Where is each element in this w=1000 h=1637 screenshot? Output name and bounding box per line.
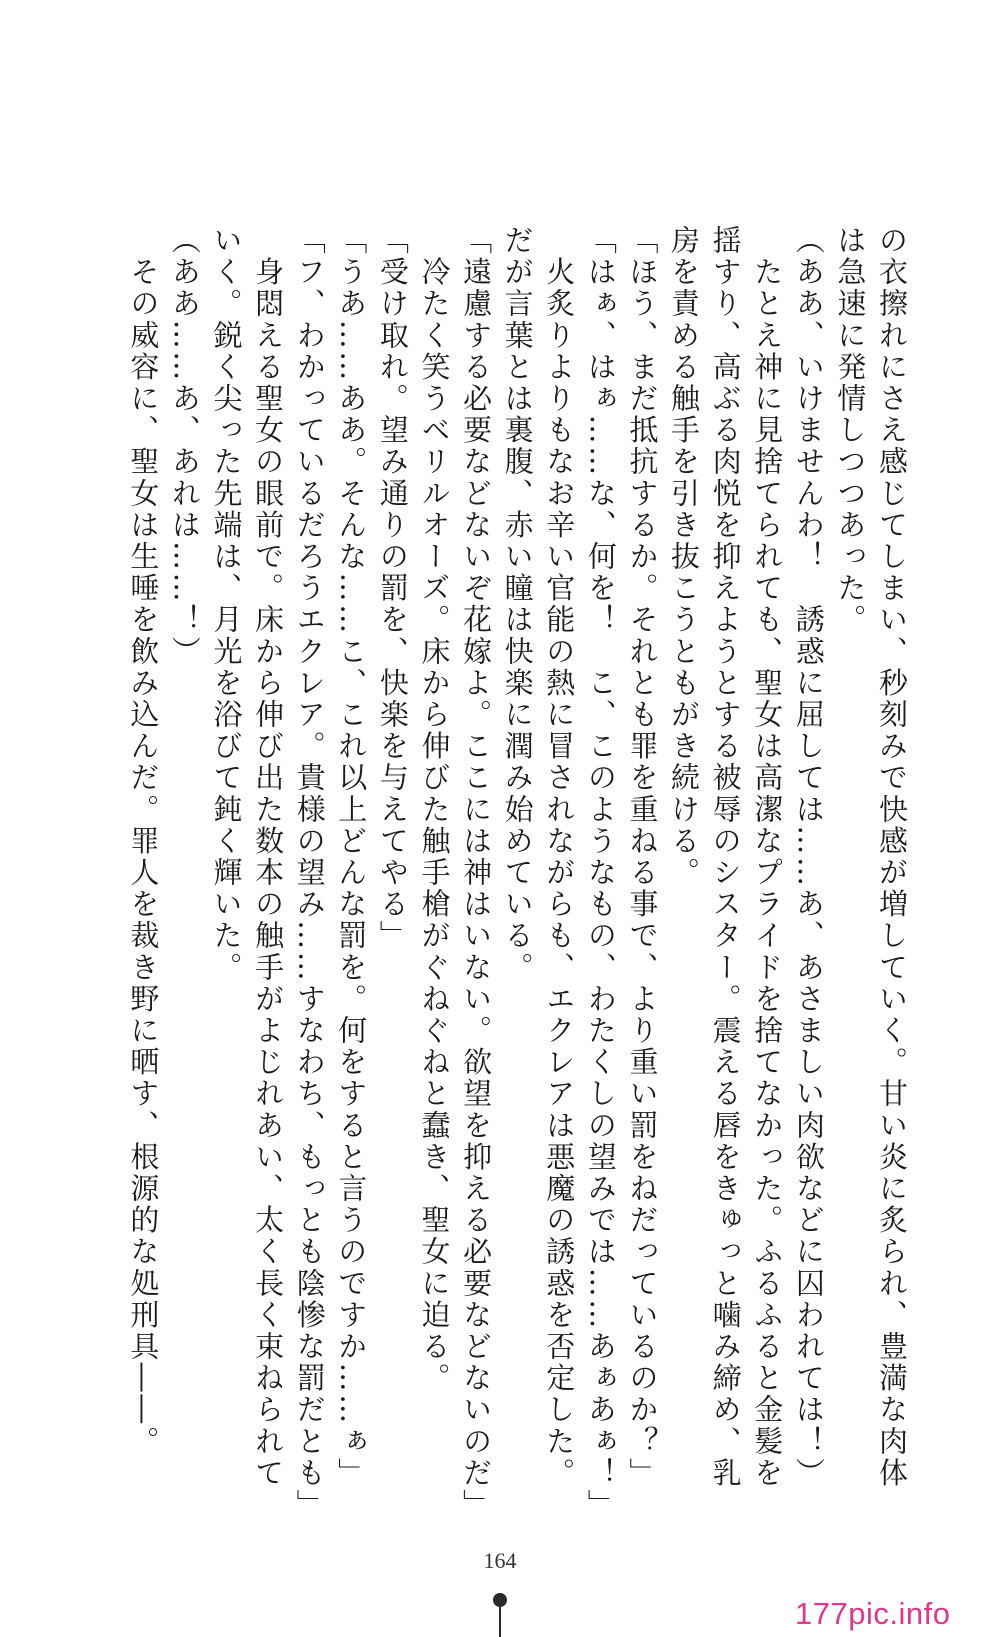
- text-line: 房を責める触手を引き抜こうともがき続ける。: [667, 225, 702, 889]
- text-line: の衣擦れにさえ感じてしまい、秒刻みで快感が増していく。甘い炎に炙られ、豊満な肉体: [875, 225, 909, 1489]
- text-line: だが言葉とは裏腹、赤い瞳は快楽に潤み始めている。: [500, 225, 535, 984]
- body-text: [126, 225, 912, 1521]
- text-line: 「うあ……ああ。そんな……こ、これ以上どんな罰を。何をすると言うのですか……ぁ」: [334, 225, 369, 1489]
- text-line: 「ほう、まだ抵抗するか。それとも罪を重ねる事で、より重い罰をねだっているのか？」: [625, 225, 660, 1489]
- text-line: （ああ……あ、あれは……！）: [167, 225, 202, 668]
- text-line: 「フ、わかっているだろうエクレア。貴様の望み……すなわち、もっとも陰惨な罰だとも」: [292, 225, 327, 1521]
- text-line: 「はぁ、はぁ……な、何を！ こ、このようなもの、わたくしの望みでは……あぁあぁ！」: [583, 225, 618, 1521]
- text-line: 揺すり、高ぶる肉悦を抑えようとする被辱のシスター。震える唇をきゅっと噛み締め、乳: [708, 225, 743, 1489]
- text-line: （ああ、いけませんわ！ 誘惑に屈しては……あ、あさましい肉欲などに囚われては！）: [791, 225, 826, 1489]
- text-line: 「受け取れ。望み通りの罰を、快楽を与えてやる」: [375, 225, 410, 952]
- page-number: 164: [483, 1548, 517, 1573]
- text-line: 「遠慮する必要などないぞ花嫁よ。ここには神はいない。欲望を抑える必要などないのだ」: [459, 225, 494, 1521]
- text-line: 冷たく笑うベリルオーズ。床から伸びた触手槍がぐねぐねと蠢き、聖女に迫る。: [417, 225, 452, 1395]
- text-line: たとえ神に見捨てられても、聖女は高潔なプライドを捨てなかった。ふるふると金髪を: [750, 225, 785, 1489]
- watermark: 177pic.info: [795, 1596, 951, 1631]
- text-line: その威容に、聖女は生唾を飲み込んだ。罪人を裁き野に晒す、根源的な処刑具――。: [126, 225, 161, 1458]
- text-line: は急速に発情しつつあった。: [833, 225, 868, 636]
- text-line: いく。鋭く尖った先端は、月光を浴びて鈍く輝いた。: [209, 225, 244, 984]
- text-line: 身悶える聖女の眼前で。床から伸び出た数本の触手がよじれあい、太く長く束ねられて: [251, 225, 286, 1489]
- page-stem-ornament: [499, 1605, 501, 1637]
- text-line: 火炙りよりもなお辛い官能の熱に冒されながらも、エクレアは悪魔の誘惑を否定した。: [542, 225, 577, 1489]
